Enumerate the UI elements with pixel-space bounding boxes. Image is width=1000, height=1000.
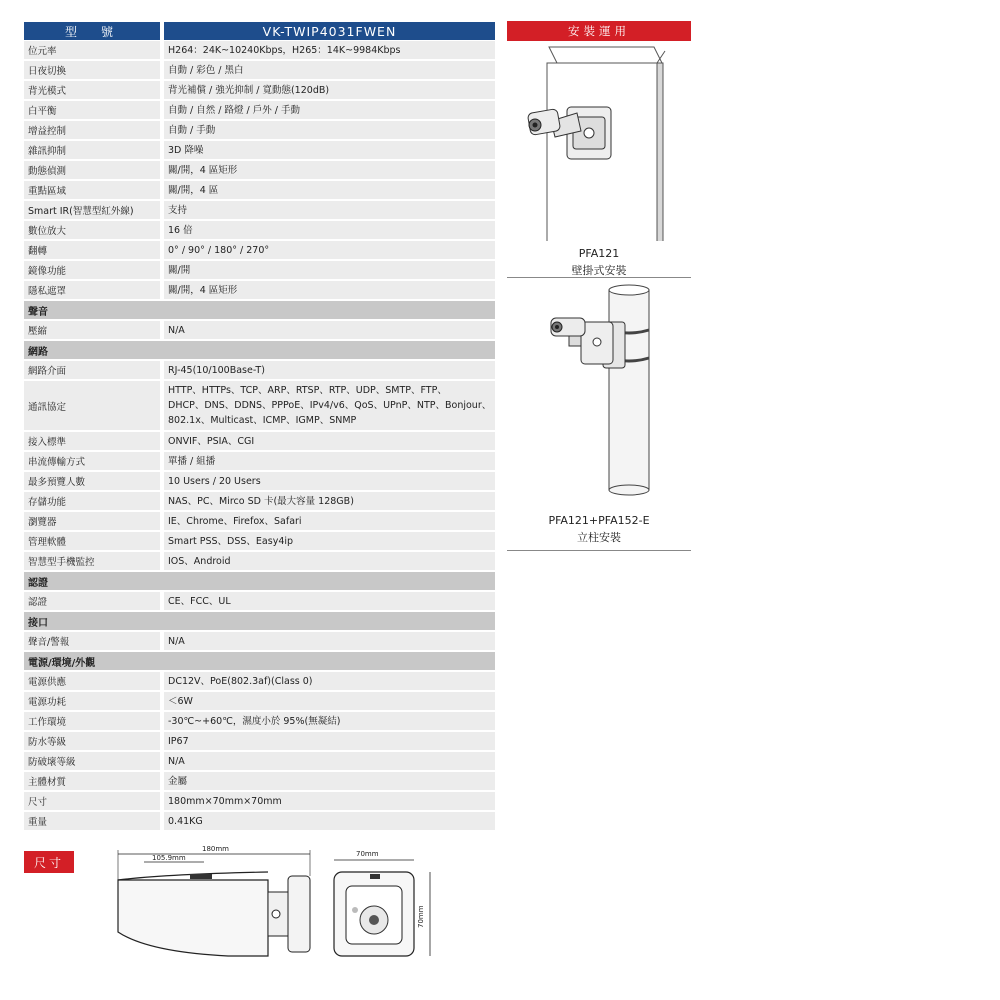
spec-value: ＜6W [164, 692, 495, 710]
spec-value: 自動 / 手動 [164, 121, 495, 139]
spec-row [24, 552, 495, 570]
spec-row [24, 121, 495, 139]
spec-label: 接入標準 [24, 432, 160, 450]
spec-row [24, 81, 495, 99]
spec-label: 防破壞等級 [24, 752, 160, 770]
spec-label: 動態偵測 [24, 161, 160, 179]
spec-value: 關/開，4 區矩形 [164, 161, 495, 179]
spec-label: 最多預覽人數 [24, 472, 160, 490]
spec-value: NAS、PC、Mirco SD 卡(最大容量 128GB) [164, 492, 495, 510]
spec-group-certification [24, 592, 495, 610]
spec-label: 智慧型手機監控 [24, 552, 160, 570]
spec-row [24, 261, 495, 279]
spec-row [24, 692, 495, 710]
spec-value: 自動 / 自然 / 路燈 / 戶外 / 手動 [164, 101, 495, 119]
spec-value: HTTP、HTTPs、TCP、ARP、RTSP、RTP、UDP、SMTP、FTP、 DHCP、DNS、DDNS、PPPoE、IPv4/v6、QoS、UPnP、NTP、Bonjour、 802.1x、Multicast、ICMP、IGMP、SNMP [164, 381, 495, 430]
spec-value: 背光補償 / 強光抑制 / 寬動態(120dB) [164, 81, 495, 99]
spec-label: 電源供應 [24, 672, 160, 690]
spec-label: 電源功耗 [24, 692, 160, 710]
spec-value: 金屬 [164, 772, 495, 790]
spec-group-interface [24, 632, 495, 650]
spec-row [24, 181, 495, 199]
spec-label: 認證 [24, 592, 160, 610]
spec-row [24, 812, 495, 830]
spec-value: 16 倍 [164, 221, 495, 239]
spec-label: 瀏覽器 [24, 512, 160, 530]
spec-label: 數位放大 [24, 221, 160, 239]
spec-value: 180mm×70mm×70mm [164, 792, 495, 810]
spec-value: H264：24K~10240Kbps，H265：14K~9984Kbps [164, 41, 495, 59]
spec-value: Smart PSS、DSS、Easy4ip [164, 532, 495, 550]
section-audio: 聲音 [24, 301, 495, 319]
spec-label: 串流傳輸方式 [24, 452, 160, 470]
spec-label: 鏡像功能 [24, 261, 160, 279]
length-body-label: 105.9mm [152, 854, 186, 862]
spec-label: 日夜切換 [24, 61, 160, 79]
spec-row [24, 61, 495, 79]
section-interface: 接口 [24, 612, 495, 630]
spec-row [24, 712, 495, 730]
spec-value: ONVIF、PSIA、CGI [164, 432, 495, 450]
spec-label: 聲音/警報 [24, 632, 160, 650]
spec-value: N/A [164, 752, 495, 770]
pole-mount-model: PFA121+PFA152-E [548, 514, 650, 527]
camera-side-view [118, 872, 310, 956]
spec-group-network [24, 361, 495, 570]
spec-value: 0.41KG [164, 812, 495, 830]
spec-row [24, 592, 495, 610]
spec-value: 3D 降噪 [164, 141, 495, 159]
spec-label: 工作環境 [24, 712, 160, 730]
pole-mount-desc: 立柱安裝 [577, 531, 621, 544]
spec-row [24, 161, 495, 179]
camera-front-view [334, 872, 414, 956]
spec-row [24, 752, 495, 770]
dimension-drawing [108, 840, 448, 970]
spec-value: 10 Users / 20 Users [164, 472, 495, 490]
spec-value: 關/開，4 區 [164, 181, 495, 199]
spec-row [24, 452, 495, 470]
spec-row [24, 321, 495, 339]
spec-row [24, 512, 495, 530]
spec-row [24, 792, 495, 810]
spec-label: 背光模式 [24, 81, 160, 99]
model-number: VK-TWIP4031FWEN [164, 22, 495, 40]
spec-label: 管理軟體 [24, 532, 160, 550]
spec-row [24, 772, 495, 790]
wall-mount-desc: 壁掛式安裝 [571, 264, 627, 277]
spec-row [24, 432, 495, 450]
spec-value: RJ-45(10/100Base-T) [164, 361, 495, 379]
section-network: 網路 [24, 341, 495, 359]
length-total-label: 180mm [202, 845, 229, 853]
spec-row [24, 532, 495, 550]
spec-group-video [24, 41, 495, 299]
spec-value: IE、Chrome、Firefox、Safari [164, 512, 495, 530]
spec-label: 翻轉 [24, 241, 160, 259]
spec-value: N/A [164, 321, 495, 339]
spec-label: 網路介面 [24, 361, 160, 379]
spec-row [24, 381, 495, 430]
spec-row [24, 732, 495, 750]
dimensions-badge: 尺寸 [24, 851, 74, 873]
spec-value: N/A [164, 632, 495, 650]
pole-mount-item [507, 278, 691, 551]
spec-row [24, 201, 495, 219]
wall-mount-model: PFA121 [578, 247, 620, 260]
model-label: 型 號 [24, 22, 160, 40]
spec-group-audio [24, 321, 495, 339]
spec-label: 增益控制 [24, 121, 160, 139]
wall-mount-item [507, 41, 691, 278]
spec-label: 雜訊抑制 [24, 141, 160, 159]
spec-value: CE、FCC、UL [164, 592, 495, 610]
install-title: 安裝運用 [507, 21, 691, 41]
spec-row [24, 632, 495, 650]
spec-row [24, 41, 495, 59]
wall-mount-illustration [507, 41, 691, 241]
spec-label: Smart IR(智慧型紅外線) [24, 201, 160, 219]
width-label: 70mm [356, 850, 379, 858]
spec-value: 自動 / 彩色 / 黑白 [164, 61, 495, 79]
spec-row [24, 101, 495, 119]
pole-mount-illustration [507, 278, 691, 508]
spec-label: 防水等級 [24, 732, 160, 750]
spec-row [24, 361, 495, 379]
section-certification: 認證 [24, 572, 495, 590]
section-power: 電源/環境/外觀 [24, 652, 495, 670]
spec-label: 通訊協定 [24, 381, 160, 430]
spec-label: 壓縮 [24, 321, 160, 339]
spec-row [24, 472, 495, 490]
spec-header [24, 22, 495, 40]
spec-row [24, 221, 495, 239]
spec-value: 關/開，4 區矩形 [164, 281, 495, 299]
spec-label: 隱私遮罩 [24, 281, 160, 299]
install-panel [507, 21, 691, 551]
spec-value: 支持 [164, 201, 495, 219]
spec-row [24, 672, 495, 690]
spec-group-power [24, 672, 495, 830]
spec-value: 單播 / 組播 [164, 452, 495, 470]
spec-row [24, 492, 495, 510]
spec-value: 關/開 [164, 261, 495, 279]
spec-value: 0° / 90° / 180° / 270° [164, 241, 495, 259]
spec-value: DC12V、PoE(802.3af)(Class 0) [164, 672, 495, 690]
spec-table [24, 22, 495, 832]
spec-label: 位元率 [24, 41, 160, 59]
height-label: 70mm [417, 905, 425, 928]
spec-row [24, 141, 495, 159]
spec-label: 主體材質 [24, 772, 160, 790]
spec-value: IOS、Android [164, 552, 495, 570]
spec-row [24, 241, 495, 259]
spec-label: 重量 [24, 812, 160, 830]
spec-label: 尺寸 [24, 792, 160, 810]
spec-label: 存儲功能 [24, 492, 160, 510]
spec-label: 重點區域 [24, 181, 160, 199]
spec-value: IP67 [164, 732, 495, 750]
spec-value: -30℃~+60℃，濕度小於 95%(無凝結) [164, 712, 495, 730]
spec-label: 白平衡 [24, 101, 160, 119]
spec-row [24, 281, 495, 299]
